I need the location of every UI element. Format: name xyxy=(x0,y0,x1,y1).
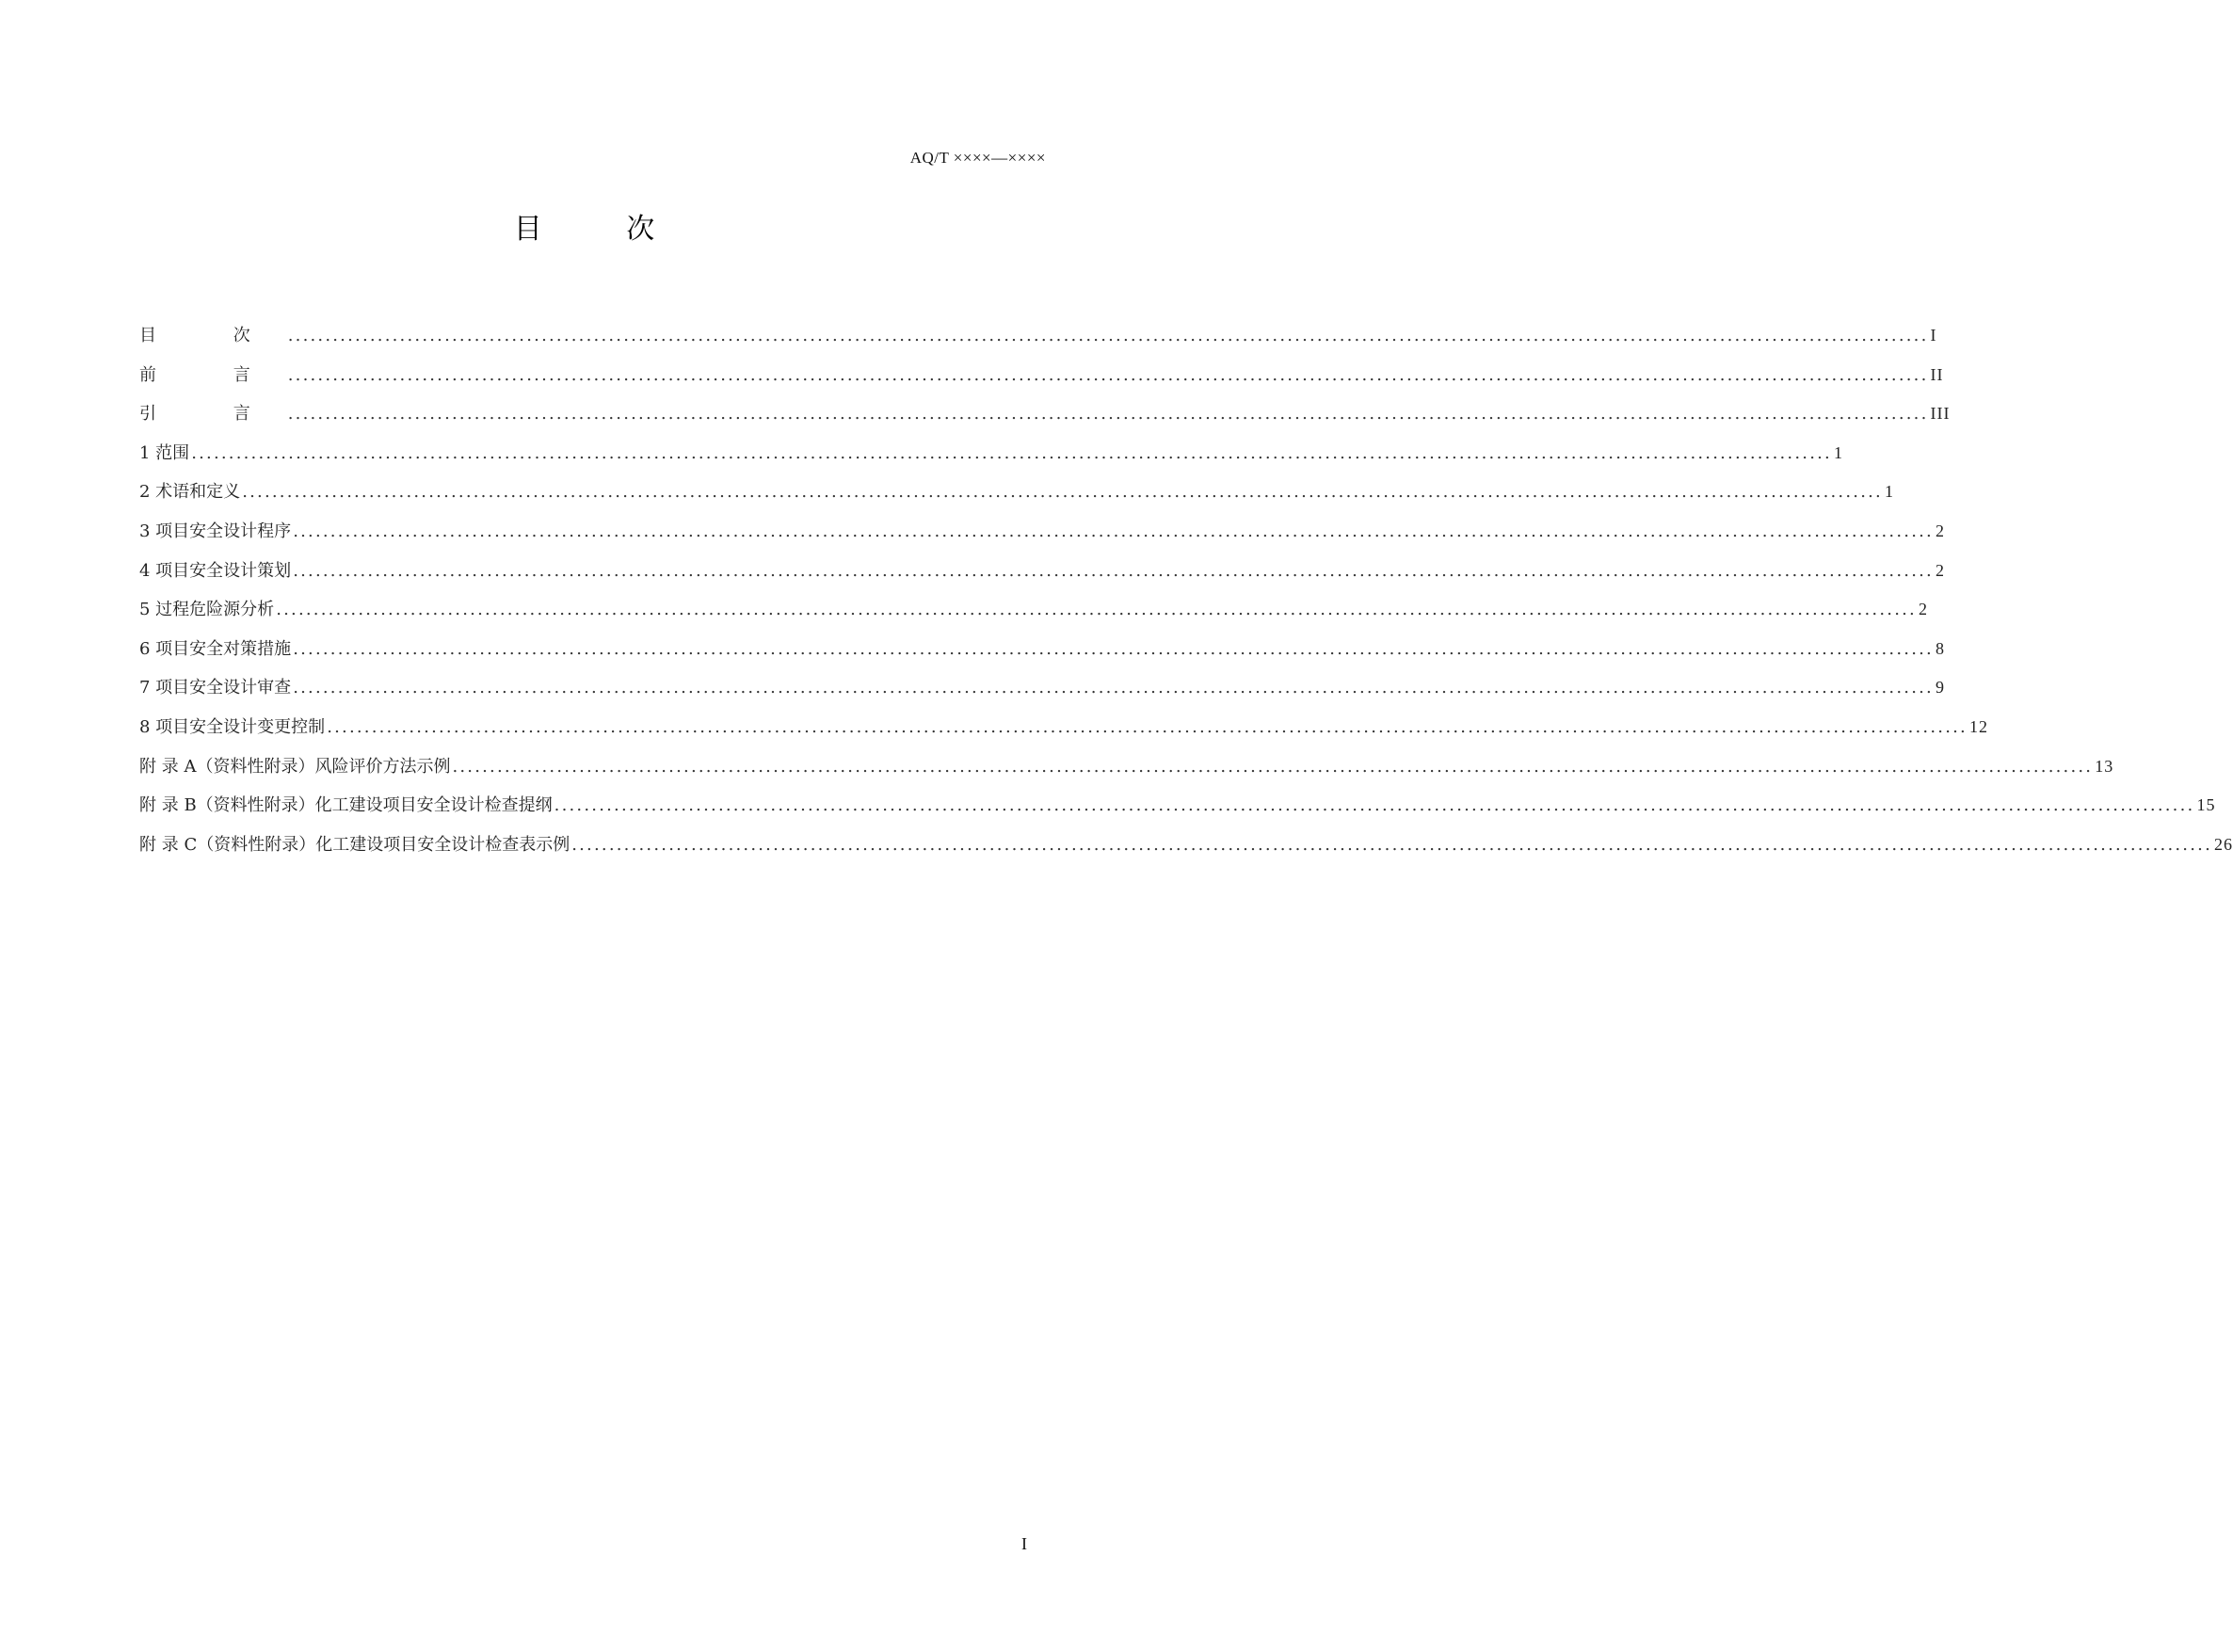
toc-entry-page: 9 xyxy=(1935,678,1945,698)
toc-entry-page: I xyxy=(1930,326,1937,345)
toc-entry-page: 2 xyxy=(1918,600,1928,619)
toc-entry[interactable] xyxy=(139,361,1944,401)
toc-entry-label: 6 项目安全对策措施 xyxy=(139,638,292,659)
toc-entry[interactable] xyxy=(139,792,2216,831)
toc-leader-dots: ............................................................................................................................................................................................................................ xyxy=(276,600,1917,620)
toc-entry[interactable] xyxy=(139,674,1945,714)
toc-title: 目 次 xyxy=(513,213,693,246)
toc-entry[interactable] xyxy=(139,322,1937,361)
toc-entry-label: 前 言 xyxy=(139,364,286,385)
toc-entry-label: 1 范围 xyxy=(139,442,190,463)
toc-entry[interactable] xyxy=(139,518,1945,557)
toc-entry[interactable] xyxy=(139,635,1945,675)
toc-entry-page: 8 xyxy=(1935,638,1945,658)
toc-entry-page: 1 xyxy=(1833,442,1843,462)
toc-entry-label: 4 项目安全设计策划 xyxy=(139,560,292,581)
toc-entry[interactable] xyxy=(139,753,2114,793)
toc-entry[interactable] xyxy=(139,478,1894,518)
toc-entry-label: 引 言 xyxy=(139,404,286,425)
toc-leader-dots: ............................................................................................................................................................................................................................ xyxy=(287,364,1929,385)
toc-entry[interactable] xyxy=(139,440,1843,479)
toc-leader-dots: ............................................................................................................................................................................................................................ xyxy=(293,638,1934,659)
toc-entry-page: 2 xyxy=(1935,521,1945,540)
toc-entry-label: 目 次 xyxy=(139,326,286,345)
toc-entry[interactable] xyxy=(139,831,2233,871)
toc-entry-page: 1 xyxy=(1884,482,1894,502)
toc-entry[interactable] xyxy=(139,557,1945,597)
toc-entry-page: 12 xyxy=(1968,716,1988,736)
toc-entry-label: 附 录 B（资料性附录）化工建设项目安全设计检查提纲 xyxy=(139,795,553,816)
toc-entry-label: 5 过程危险源分析 xyxy=(139,600,275,620)
toc-leader-dots: ............................................................................................................................................................................................................................ xyxy=(191,442,1832,463)
toc-leader-dots: ............................................................................................................................................................................................................................ xyxy=(287,404,1929,425)
page-number: I xyxy=(1021,1534,1027,1553)
toc-entry-label: 3 项目安全设计程序 xyxy=(139,521,292,541)
toc-entry-page: II xyxy=(1930,364,1944,384)
toc-leader-dots: ............................................................................................................................................................................................................................ xyxy=(327,716,1968,737)
toc-entry-label: 7 项目安全设计审查 xyxy=(139,678,292,698)
toc-entry[interactable] xyxy=(139,596,1928,635)
toc-entry-page: 15 xyxy=(2196,795,2216,815)
document-code: AQ/T ××××—×××× xyxy=(909,149,1046,167)
toc-entry[interactable] xyxy=(139,400,1951,440)
toc-entry-page: 26 xyxy=(2214,834,2233,854)
toc-entry-label: 8 项目安全设计变更控制 xyxy=(139,716,326,737)
toc-entry[interactable] xyxy=(139,714,1988,753)
toc-leader-dots: ............................................................................................................................................................................................................................ xyxy=(452,756,2094,777)
toc-leader-dots: ............................................................................................................................................................................................................................ xyxy=(293,678,1934,698)
toc-entry-label: 附 录 A（资料性附录）风险评价方法示例 xyxy=(139,756,451,777)
toc-leader-dots: ............................................................................................................................................................................................................................ xyxy=(554,795,2195,816)
toc-list xyxy=(139,322,2233,870)
toc-leader-dots: ............................................................................................................................................................................................................................ xyxy=(293,560,1934,581)
toc-entry-label: 附 录 C（资料性附录）化工建设项目安全设计检查表示例 xyxy=(139,834,570,855)
toc-leader-dots: ............................................................................................................................................................................................................................ xyxy=(571,834,2212,855)
toc-leader-dots: ............................................................................................................................................................................................................................ xyxy=(293,521,1934,541)
toc-entry-page: 2 xyxy=(1935,560,1945,580)
toc-entry-page: 13 xyxy=(2095,756,2114,776)
toc-leader-dots: ............................................................................................................................................................................................................................ xyxy=(242,482,1883,503)
toc-entry-label: 2 术语和定义 xyxy=(139,482,241,503)
toc-leader-dots: ............................................................................................................................................................................................................................ xyxy=(287,326,1929,345)
toc-entry-page: III xyxy=(1930,404,1951,424)
